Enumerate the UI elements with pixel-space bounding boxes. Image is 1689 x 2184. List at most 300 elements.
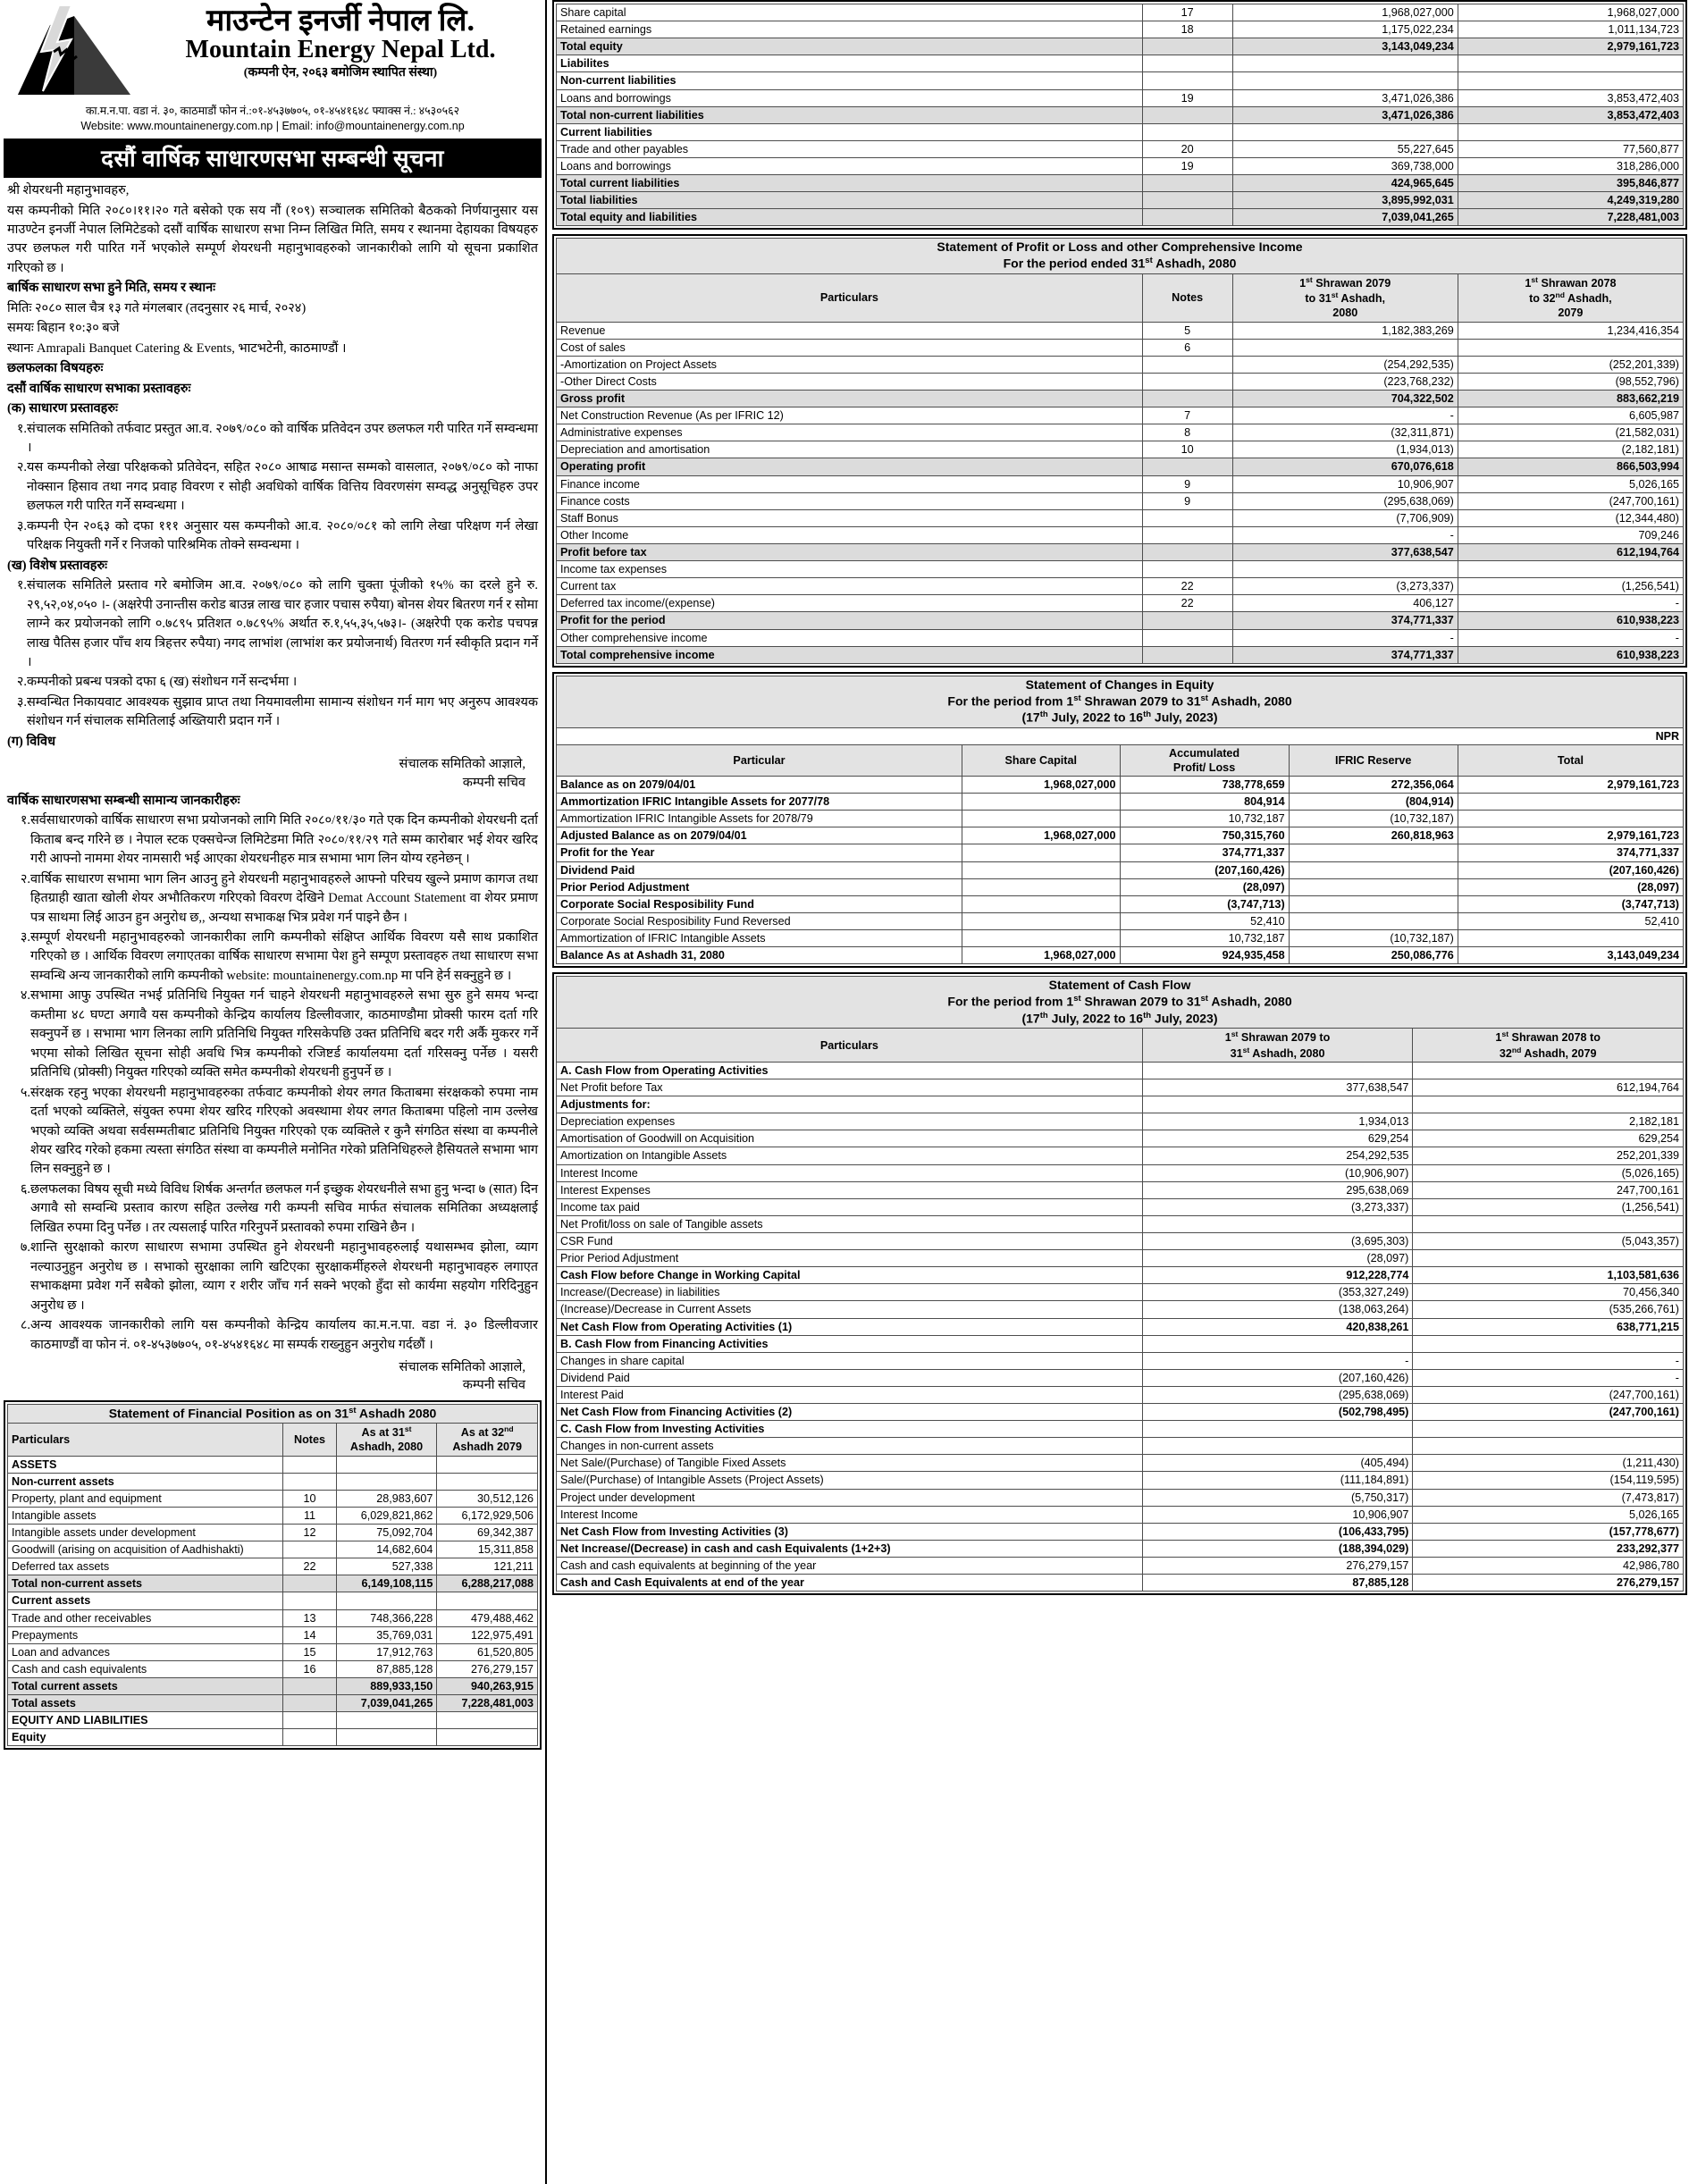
cell-previous-period: 2,979,161,723: [1458, 38, 1683, 55]
cell-previous-period: 15,311,858: [437, 1541, 538, 1558]
soce-table-container: [552, 672, 1687, 968]
list-item: [7, 870, 538, 928]
cell-previous-period: 42,986,780: [1413, 1558, 1684, 1575]
cell-label: Gross profit: [557, 391, 1143, 407]
table-row: [557, 878, 1684, 895]
signature-line-1: संचालक समितिको आज्ञाले,: [399, 1360, 525, 1374]
soce-currency-unit: NPR: [557, 727, 1684, 744]
cell-label: EQUITY AND LIABILITIES: [8, 1712, 283, 1729]
col-header-notes: Notes: [283, 1424, 336, 1456]
table-row: [557, 492, 1684, 509]
cell-previous-period: 70,456,340: [1413, 1284, 1684, 1301]
cell-notes: [1142, 38, 1232, 55]
cell-accumulated-profit: (207,160,426): [1120, 861, 1289, 878]
cell-notes: [1142, 391, 1232, 407]
cell-label: Interest Income: [557, 1164, 1143, 1181]
cell-share-capital: [962, 844, 1120, 861]
cell-label: Current liabilities: [557, 123, 1143, 140]
cell-label: Current tax: [557, 578, 1143, 595]
list-item: [7, 928, 538, 986]
col-header-2080: As at 31st Ashadh, 2080: [336, 1424, 437, 1456]
cell-label: Total liabilities: [557, 192, 1143, 209]
cell-label: Depreciation and amortisation: [557, 441, 1143, 458]
table-row: [557, 1198, 1684, 1215]
cell-label: -Other Direct Costs: [557, 373, 1143, 390]
cell-accumulated-profit: 10,732,187: [1120, 930, 1289, 947]
cell-notes: 5: [1142, 322, 1232, 339]
cell-previous-period: 1,011,134,723: [1458, 21, 1683, 38]
col-header-period-2079: 1st Shrawan 2078 to 32nd Ashadh, 2079: [1413, 1029, 1684, 1063]
list-item: [7, 811, 538, 869]
cell-current-period: 35,769,031: [336, 1626, 437, 1643]
cell-label: B. Cash Flow from Financing Activities: [557, 1335, 1143, 1352]
cell-current-period: (32,311,871): [1232, 424, 1458, 441]
cell-accumulated-profit: 52,410: [1120, 912, 1289, 929]
cell-current-period: [336, 1473, 437, 1490]
cell-label: Cash and cash equivalents at beginning of the year: [557, 1558, 1143, 1575]
cell-current-period: (295,638,069): [1232, 492, 1458, 509]
cell-notes: [283, 1541, 336, 1558]
list-item: [7, 458, 538, 516]
cell-notes: 18: [1142, 21, 1232, 38]
statement-of-financial-position-table: [7, 1404, 538, 1747]
cell-current-period: (3,273,337): [1232, 578, 1458, 595]
cell-label: Income tax paid: [557, 1198, 1143, 1215]
cell-current-period: 1,968,027,000: [1232, 4, 1458, 21]
cell-label: Net Sale/(Purchase) of Tangible Fixed Assets: [557, 1455, 1143, 1472]
item-text: वार्षिक साधारण सभामा भाग लिन आउनु हुने शेयरधनी महानुभावहरुले आफ्नो परिचय खुल्ने प्रमाण कागज तथा हितग्राही खाता खोली शेयर अभौतिकरण गरिएको विवरण देखिने Demat Account Statement वा शेयर प्रमाण पत्र साथमा लिई आउन हुन अनुरोध छ,, अन्यथा सभाकक्ष भित्र प्रवेश गर्न पाइने छैन ।: [30, 871, 538, 925]
cell-notes: 10: [1142, 441, 1232, 458]
cell-previous-period: 883,662,219: [1458, 391, 1683, 407]
cell-previous-period: (5,026,165): [1413, 1164, 1684, 1181]
cell-current-period: (138,063,264): [1142, 1301, 1413, 1318]
cell-previous-period: (98,552,796): [1458, 373, 1683, 390]
cell-current-period: (106,433,795): [1142, 1523, 1413, 1540]
table-row: [557, 1096, 1684, 1113]
item-text: कम्पनी ऐन २०६३ को दफा १११ अनुसार यस कम्पनीको आ.व. २०८०/०८१ को लागि लेखा परिक्षण गर्न लेखा परिक्षक नियुक्ती गर्ने र निजको पारिश्रमिक तोक्ने सम्वन्धमा ।: [27, 518, 538, 553]
cell-previous-period: 4,249,319,280: [1458, 192, 1683, 209]
cell-current-period: 276,279,157: [1142, 1558, 1413, 1575]
cell-total: 52,410: [1458, 912, 1683, 929]
cell-previous-period: [1413, 1250, 1684, 1267]
col-header-period-2080: 1st Shrawan 2079 to 31st Ashadh, 2080: [1232, 273, 1458, 322]
cell-previous-period: 247,700,161: [1413, 1181, 1684, 1198]
agenda-heading: छलफलका विषयहरुः: [7, 361, 104, 376]
cell-label: Intangible assets: [8, 1507, 283, 1524]
cell-current-period: 369,738,000: [1232, 157, 1458, 174]
item-text: शान्ति सुरक्षाको कारण साधारण सभामा उपस्थित हुने शेयरधनी महानुभावहरुलाई यथासम्भव झोला, व्याग नल्याउनुहुन अनुरोध छ । सभाको सुरक्षाका लागि खटिएका सुरक्षाकर्मीहरुले शेयरधनी महानुभावहरु लगाएत सभाकक्षमा प्रवेश गर्ने सबैको झोला, व्याग र शरीर जाँच गर्न सक्ने भएको हुँदा सो कार्यमा सहयोग गरिदिनुहुन अनुरोध छ ।: [30, 1240, 538, 1313]
cell-label: Net Construction Revenue (As per IFRIC 12): [557, 407, 1143, 424]
item-text: कम्पनीको प्रबन्ध पत्रको दफा ६ (ख) संशोधन गर्ने सन्दर्भमा ।: [27, 675, 298, 690]
cell-previous-period: [1413, 1335, 1684, 1352]
cell-total: (207,160,426): [1458, 861, 1683, 878]
cell-current-period: [336, 1456, 437, 1473]
table-row: [557, 1250, 1684, 1267]
cell-previous-period: [437, 1473, 538, 1490]
table-row: [557, 1267, 1684, 1284]
table-row: [557, 1523, 1684, 1540]
cell-label: Ammortization of IFRIC Intangible Assets: [557, 930, 962, 947]
cell-current-period: 748,366,228: [336, 1609, 437, 1626]
cell-current-period: 55,227,645: [1232, 140, 1458, 157]
cell-previous-period: [1413, 1438, 1684, 1455]
cell-label: ASSETS: [8, 1456, 283, 1473]
cell-current-period: 629,254: [1142, 1130, 1413, 1147]
cell-previous-period: [1458, 123, 1683, 140]
cell-label: Prior Period Adjustment: [557, 1250, 1143, 1267]
pl-rows: [557, 322, 1684, 663]
cell-previous-period: [1413, 1215, 1684, 1232]
cell-label: Corporate Social Resposibility Fund: [557, 895, 962, 912]
table-row: [557, 861, 1684, 878]
company-logo-icon: [7, 5, 141, 102]
cell-current-period: 3,143,049,234: [1232, 38, 1458, 55]
cell-accumulated-profit: (28,097): [1120, 878, 1289, 895]
table-row: [557, 55, 1684, 72]
col-header-share-capital: Share Capital: [962, 744, 1120, 776]
cell-current-period: 377,638,547: [1142, 1079, 1413, 1096]
cell-label: Net Profit/loss on sale of Tangible assets: [557, 1215, 1143, 1232]
cell-previous-period: 252,201,339: [1413, 1147, 1684, 1164]
table-row: [557, 209, 1684, 226]
table-row: [557, 629, 1684, 646]
sofp-continuation-container: [552, 0, 1687, 230]
cell-label: Adjustments for:: [557, 1096, 1143, 1113]
cell-previous-period: (535,266,761): [1413, 1301, 1684, 1318]
cell-current-period: (353,327,249): [1142, 1284, 1413, 1301]
item-text: यस कम्पनीको लेखा परिक्षकको प्रतिवेदन, सहित २०८० आषाढ मसान्त सम्मको वासलात, २०७९/०८० को नाफा नोक्सान हिसाव तथा नगद प्रवाह विवरण र सोही अवधिको वार्षिक वित्तिय विवरणसंग सम्वद्ध अनुसूचिहरु उपर छलफल गरी पारित गर्ने सम्वन्धमा ।: [27, 460, 538, 514]
cell-current-period: 374,771,337: [1232, 612, 1458, 629]
col-header-period-2079: 1st Shrawan 2078 to 32nd Ashadh, 2079: [1458, 273, 1683, 322]
cell-current-period: 75,092,704: [336, 1525, 437, 1541]
table-row: [557, 89, 1684, 106]
cell-notes: [1142, 106, 1232, 123]
cell-label: Administrative expenses: [557, 424, 1143, 441]
cell-current-period: 10,906,907: [1232, 475, 1458, 492]
cell-previous-period: [1458, 55, 1683, 72]
cell-label: Net Cash Flow from Operating Activities (1): [557, 1318, 1143, 1335]
cell-previous-period: 77,560,877: [1458, 140, 1683, 157]
cell-previous-period: 629,254: [1413, 1130, 1684, 1147]
cell-label: Deferred tax income/(expense): [557, 595, 1143, 612]
company-established: (कम्पनी ऐन, २०६३ बमोजिम स्थापित संस्था): [243, 66, 438, 80]
table-row: [557, 1421, 1684, 1438]
item-number: ३.: [16, 518, 27, 533]
cell-previous-period: 5,026,165: [1413, 1506, 1684, 1523]
cell-label: Trade and other payables: [557, 140, 1143, 157]
col-header-particulars: Particulars: [557, 273, 1143, 322]
cell-previous-period: 940,263,915: [437, 1677, 538, 1694]
table-row: [8, 1592, 538, 1609]
cell-label: Balance as on 2079/04/01: [557, 777, 962, 794]
cell-previous-period: 395,846,877: [1458, 175, 1683, 192]
col-header-2079: As at 32nd Ashadh 2079: [437, 1424, 538, 1456]
cell-previous-period: 866,503,994: [1458, 458, 1683, 475]
table-row: [8, 1507, 538, 1524]
table-row: [557, 1369, 1684, 1386]
cell-previous-period: (247,700,161): [1413, 1386, 1684, 1403]
cell-current-period: 7,039,041,265: [336, 1695, 437, 1712]
cell-ifric-reserve: [1289, 912, 1458, 929]
cell-notes: 22: [283, 1558, 336, 1575]
cell-total: (3,747,713): [1458, 895, 1683, 912]
sofp-title: Statement of Financial Position as on 31st Ashadh 2080: [8, 1404, 538, 1424]
cell-previous-period: 69,342,387: [437, 1525, 538, 1541]
salutation: श्री शेयरधनी महानुभावहरु,: [7, 183, 130, 198]
cell-previous-period: 318,286,000: [1458, 157, 1683, 174]
cell-current-period: [1232, 339, 1458, 356]
item-text: छलफलका विषय सूची मध्ये विविध शिर्षक अन्तर्गत छलफल गर्न इच्छुक शेयरधनीले सभा हुनु भन्दा ७ (सात) दिन अगावै सो सम्वन्धि प्रस्ताव कारण सहित उल्लेख गरी कम्पनी सचिव मार्फत संचालक समितिका अध्यक्षलाई लिखित रुपमा दिनु पर्नेछ । तर त्यसलाई पारित गरिनुपर्ने प्रस्तावको रुपमा राखिने छैन ।: [30, 1181, 538, 1235]
cell-label: Goodwill (arising on acquisition of Aadhishakti): [8, 1541, 283, 1558]
table-row: [557, 646, 1684, 663]
cell-label: Prior Period Adjustment: [557, 878, 962, 895]
cell-current-period: 6,029,821,862: [336, 1507, 437, 1524]
cell-current-period: 704,322,502: [1232, 391, 1458, 407]
cell-previous-period: 122,975,491: [437, 1626, 538, 1643]
signature-block-2: [7, 1358, 538, 1395]
cell-label: Profit for the period: [557, 612, 1143, 629]
cell-label: Sale/(Purchase) of Intangible Assets (Project Assets): [557, 1472, 1143, 1489]
cell-label: Interest Expenses: [557, 1181, 1143, 1198]
item-number: १.: [16, 421, 27, 436]
col-header-ifric-reserve: IFRIC Reserve: [1289, 744, 1458, 776]
table-row: [557, 339, 1684, 356]
table-row: [557, 38, 1684, 55]
cell-previous-period: 612,194,764: [1458, 544, 1683, 561]
cell-notes: [1142, 55, 1232, 72]
cell-previous-period: [1413, 1062, 1684, 1079]
statement-of-cash-flow-table: [556, 976, 1684, 1592]
cell-label: Income tax expenses: [557, 561, 1143, 578]
cell-current-period: (405,494): [1142, 1455, 1413, 1472]
cell-label: Total current liabilities: [557, 175, 1143, 192]
cell-label: Loan and advances: [8, 1643, 283, 1660]
cell-accumulated-profit: 738,778,659: [1120, 777, 1289, 794]
sofp-continuation-rows: [557, 4, 1684, 226]
cell-share-capital: [962, 895, 1120, 912]
statement-of-profit-or-loss-table: [556, 238, 1684, 663]
cell-current-period: [1232, 72, 1458, 89]
cell-current-period: 1,182,383,269: [1232, 322, 1458, 339]
table-row: [8, 1541, 538, 1558]
soce-title: Statement of Changes in Equity For the period from 1st Shrawan 2079 to 31st Ashadh, 2080 (17th July, 2022 to 16th July, 2023): [557, 676, 1684, 727]
cell-current-period: 420,838,261: [1142, 1318, 1413, 1335]
table-row: [557, 72, 1684, 89]
table-row: [8, 1677, 538, 1694]
general-info-list: [7, 811, 538, 1355]
cell-ifric-reserve: [1289, 861, 1458, 878]
cell-previous-period: [1458, 72, 1683, 89]
cell-total: [1458, 794, 1683, 811]
sofp-rows: [8, 1456, 538, 1746]
cell-previous-period: 7,228,481,003: [437, 1695, 538, 1712]
cell-notes: [1142, 561, 1232, 578]
col-header-accumulated-profit: Accumulated Profit/ Loss: [1120, 744, 1289, 776]
cell-previous-period: 6,288,217,088: [437, 1575, 538, 1592]
table-row: [557, 1113, 1684, 1130]
cell-label: Net Increase/(Decrease) in cash and cash Equivalents (1+2+3): [557, 1540, 1143, 1557]
cell-current-period: [336, 1729, 437, 1746]
cell-label: Finance income: [557, 475, 1143, 492]
cell-label: Non-current assets: [8, 1473, 283, 1490]
signature-line-2: कम्पनी सचिव: [462, 775, 525, 790]
cell-notes: 22: [1142, 595, 1232, 612]
cell-share-capital: [962, 811, 1120, 827]
cell-label: Cash and cash equivalents: [8, 1660, 283, 1677]
cell-current-period: -: [1232, 629, 1458, 646]
cell-previous-period: 610,938,223: [1458, 612, 1683, 629]
cell-label: Revenue: [557, 322, 1143, 339]
cell-previous-period: 233,292,377: [1413, 1540, 1684, 1557]
cell-previous-period: 121,211: [437, 1558, 538, 1575]
cell-current-period: 87,885,128: [1142, 1575, 1413, 1592]
table-row: [557, 106, 1684, 123]
cell-share-capital: [962, 912, 1120, 929]
cell-current-period: 527,338: [336, 1558, 437, 1575]
list-item: [7, 1316, 538, 1355]
item-number: ८.: [20, 1318, 30, 1333]
cell-label: CSR Fund: [557, 1232, 1143, 1249]
cell-label: Dividend Paid: [557, 861, 962, 878]
cell-current-period: 406,127: [1232, 595, 1458, 612]
cell-current-period: (1,934,013): [1232, 441, 1458, 458]
cell-previous-period: (247,700,161): [1458, 492, 1683, 509]
cell-label: Total assets: [8, 1695, 283, 1712]
cell-previous-period: 6,172,929,506: [437, 1507, 538, 1524]
cell-current-period: 7,039,041,265: [1232, 209, 1458, 226]
cell-label: Increase/(Decrease) in liabilities: [557, 1284, 1143, 1301]
cell-notes: [1142, 458, 1232, 475]
table-row: [557, 1506, 1684, 1523]
cell-notes: 20: [1142, 140, 1232, 157]
cell-notes: 8: [1142, 424, 1232, 441]
cell-current-period: -: [1142, 1352, 1413, 1369]
col-header-particular: Particular: [557, 744, 962, 776]
cell-current-period: [1142, 1062, 1413, 1079]
cell-label: Non-current liabilities: [557, 72, 1143, 89]
cell-notes: [283, 1677, 336, 1694]
cell-notes: [1142, 629, 1232, 646]
cell-current-period: 3,471,026,386: [1232, 106, 1458, 123]
cell-notes: [1142, 72, 1232, 89]
cell-current-period: (223,768,232): [1232, 373, 1458, 390]
cell-label: Amortisation of Goodwill on Acquisition: [557, 1130, 1143, 1147]
table-row: [8, 1712, 538, 1729]
cell-notes: [1142, 509, 1232, 526]
cell-ifric-reserve: 250,086,776: [1289, 947, 1458, 964]
table-row: [557, 1558, 1684, 1575]
cashflow-title: Statement of Cash Flow For the period from 1st Shrawan 2079 to 31st Ashadh, 2080 (17th July, 2022 to 16th July, 2023): [557, 977, 1684, 1029]
cell-label: Loans and borrowings: [557, 89, 1143, 106]
cell-current-period: 374,771,337: [1232, 646, 1458, 663]
table-row: [557, 1540, 1684, 1557]
sofp-table-container: [4, 1400, 542, 1751]
item-number: ३.: [16, 694, 27, 710]
cell-current-period: 3,895,992,031: [1232, 192, 1458, 209]
cell-current-period: 670,076,618: [1232, 458, 1458, 475]
table-row: [8, 1626, 538, 1643]
cell-notes: 16: [283, 1660, 336, 1677]
cell-total: 374,771,337: [1458, 844, 1683, 861]
cell-share-capital: [962, 878, 1120, 895]
item-text: संरक्षक रहनु भएका शेयरधनी महानुभावहरुका तर्फवाट कम्पनीको शेयर लगत किताबमा संरक्षकको रुपमा नाम दर्ता भएको व्यक्तिले, संयुक्त रुपमा शेयर खरिद गरिएको अवस्थामा शेयर लगत किताबमा पहिलो नाम उल्लेख भएको व्यक्ति अथवा सर्वसम्मतीबाट प्रतिनिधि नियुक्त गरिएको एक व्यक्तिले र कुनै संगठित संस्था वा कम्पनीले शेयर खरिद गरेको हकमा त्यस्ता संगठित संस्था वा कम्पनीले मनोनित गरेको प्रतिनिधिहरुले हैसियतले सभामा भाग लिन सक्नुहुने छ ।: [30, 1085, 538, 1177]
table-row: [557, 157, 1684, 174]
cell-current-period: (188,394,029): [1142, 1540, 1413, 1557]
cell-label: Balance As at Ashadh 31, 2080: [557, 947, 962, 964]
cell-previous-period: 612,194,764: [1413, 1079, 1684, 1096]
table-row: [557, 322, 1684, 339]
cell-current-period: [1142, 1096, 1413, 1113]
item-text: सम्पूर्ण शेयरधनी महानुभावहरुको जानकारीका लागि कम्पनीको संक्षिप्त आर्थिक विवरण यसै साथ प्रकाशित गरिएको छ । आर्थिक विवरण लगाएतका वार्षिक साधारण सभामा पेश हुने सम्पूण प्रस्तावहरु तथा साधारण सभा सम्वन्धि अन्य जानकारीको लागि कम्पनीको website: mountainenergy.com.np मा पनि हेर्न सक्नुहुने छ ।: [30, 930, 538, 983]
item-number: २.: [20, 871, 30, 886]
cell-previous-period: [1413, 1421, 1684, 1438]
cell-share-capital: [962, 930, 1120, 947]
item-text: सभामा आफु उपस्थित नभई प्रतिनिधि नियुक्त गर्न चाहने शेयरधनी महानुभावहरुले सभा सुरु हुने समय भन्दा कम्तीमा ४८ घण्टा अगावै यस कम्पनीको केन्द्रिय कार्यालय डिल्लीवजार, काठमाण्डौमा प्रोक्सी फारम दर्ता गरि सक्नुपर्ने छ । सभामा भाग लिनका लागि प्रतिनिधि नियुक्त गरिसकेपछि उक्त प्रतिनिधि बदर गरी अर्कै मुकरर गर्ने भएमा सोको लिखित सूचना सोही अवधि भित्र कम्पनीको रजिष्टर्ड कार्यालयमा दर्ता गरिसक्नु पर्नेछ । यसरी प्रतिनिधि (प्रोक्सी) नियुक्त गरिएको व्यक्ति समेत कम्पनीको शेयरधनी हुनुपर्ने छ ।: [30, 988, 538, 1080]
section-c-heading: (ग) विविध: [7, 734, 55, 749]
pl-title: Statement of Profit or Loss and other Comprehensive Income For the period ended 31st Ashadh, 2080: [557, 239, 1684, 273]
table-row: [557, 1575, 1684, 1592]
cell-label: Profit before tax: [557, 544, 1143, 561]
cell-previous-period: 1,103,581,636: [1413, 1267, 1684, 1284]
cell-label: Cash and Cash Equivalents at end of the year: [557, 1575, 1143, 1592]
cell-current-period: 6,149,108,115: [336, 1575, 437, 1592]
list-item: [7, 420, 538, 458]
cell-label: Total comprehensive income: [557, 646, 1143, 663]
cell-current-period: 295,638,069: [1142, 1181, 1413, 1198]
cell-current-period: (295,638,069): [1142, 1386, 1413, 1403]
table-row: [557, 475, 1684, 492]
cell-notes: [1142, 209, 1232, 226]
cell-share-capital: [962, 794, 1120, 811]
cell-share-capital: 1,968,027,000: [962, 777, 1120, 794]
cell-total: 2,979,161,723: [1458, 777, 1683, 794]
cell-notes: [283, 1473, 336, 1490]
cell-label: Loans and borrowings: [557, 157, 1143, 174]
table-row: [557, 544, 1684, 561]
cell-previous-period: (1,256,541): [1413, 1198, 1684, 1215]
item-text: संचालक समितिको तर्फवाट प्रस्तुत आ.व. २०७९/०८० को वार्षिक प्रतिवेदन उपर छलफल गरी पारित गर्ने सम्वन्धमा ।: [27, 421, 538, 456]
cell-total: 2,979,161,723: [1458, 827, 1683, 844]
cell-notes: [283, 1695, 336, 1712]
cell-current-period: (28,097): [1142, 1250, 1413, 1267]
item-number: ६.: [20, 1181, 30, 1197]
cell-label: Intangible assets under development: [8, 1525, 283, 1541]
cell-ifric-reserve: 272,356,064: [1289, 777, 1458, 794]
cell-notes: [1142, 373, 1232, 390]
cell-current-period: (7,706,909): [1232, 509, 1458, 526]
cell-notes: [1142, 526, 1232, 543]
table-row: [8, 1695, 538, 1712]
cell-notes: 14: [283, 1626, 336, 1643]
table-row: [8, 1729, 538, 1746]
list-item: [7, 987, 538, 1082]
cell-label: Dividend Paid: [557, 1369, 1143, 1386]
cell-previous-period: -: [1458, 629, 1683, 646]
cell-label: Net Cash Flow from Financing Activities (2): [557, 1404, 1143, 1421]
table-row: [557, 1130, 1684, 1147]
section-b-heading: (ख) विशेष प्रस्तावहरुः: [7, 558, 108, 573]
cell-label: -Amortization on Project Assets: [557, 356, 1143, 373]
cashflow-rows: [557, 1062, 1684, 1591]
cell-notes: 11: [283, 1507, 336, 1524]
cell-previous-period: [437, 1729, 538, 1746]
cell-notes: [1142, 612, 1232, 629]
table-row: [557, 1335, 1684, 1352]
cell-previous-period: (154,119,595): [1413, 1472, 1684, 1489]
cell-current-period: 424,965,645: [1232, 175, 1458, 192]
table-row: [557, 21, 1684, 38]
left-column: [0, 0, 547, 2184]
